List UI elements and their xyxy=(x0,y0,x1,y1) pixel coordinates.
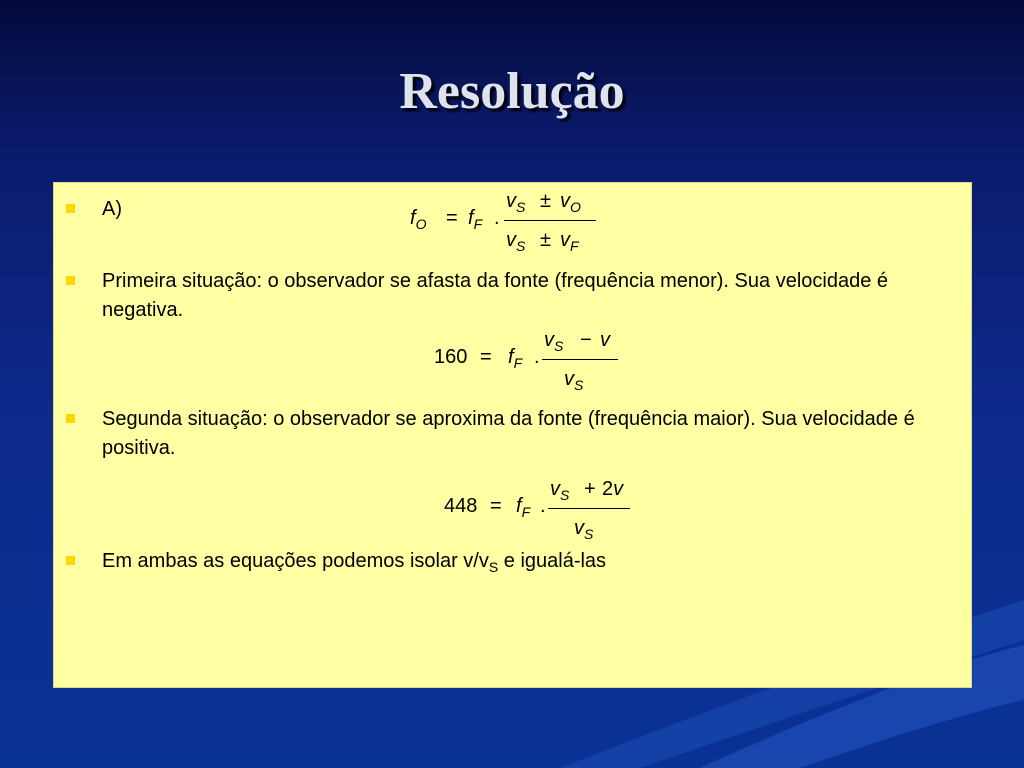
equation-second-situation: 448 = $f_F$ . $v_S$ + 2v $v_S$ xyxy=(444,475,644,549)
bullet-text: A) xyxy=(102,198,122,220)
bullet-text: Em ambas as equações podemos isolar $v/v_S$ e igualá-las xyxy=(102,550,607,575)
square-bullet-icon xyxy=(66,414,75,423)
square-bullet-icon xyxy=(66,204,75,213)
square-bullet-icon xyxy=(66,276,75,285)
square-bullet-icon xyxy=(66,556,75,565)
equation-doppler: $f_O$ = $f_F$ . $v_S$ ± $v_O$ $v_S$ ± $v_F$ xyxy=(410,187,610,261)
slide-title: Resolução xyxy=(399,63,625,120)
bullet-text: Segunda situação: o observador se aproxima da fonte (frequência maior). Sua velocidade é positiva. xyxy=(102,408,915,459)
content-panel xyxy=(53,182,972,688)
equation-first-situation: 160 = $f_F$ . $v_S$ − v $v_S$ xyxy=(434,326,634,400)
bullet-text: Primeira situação: o observador se afasta da fonte (frequência menor). Sua velocidade é negativa. xyxy=(102,270,888,321)
